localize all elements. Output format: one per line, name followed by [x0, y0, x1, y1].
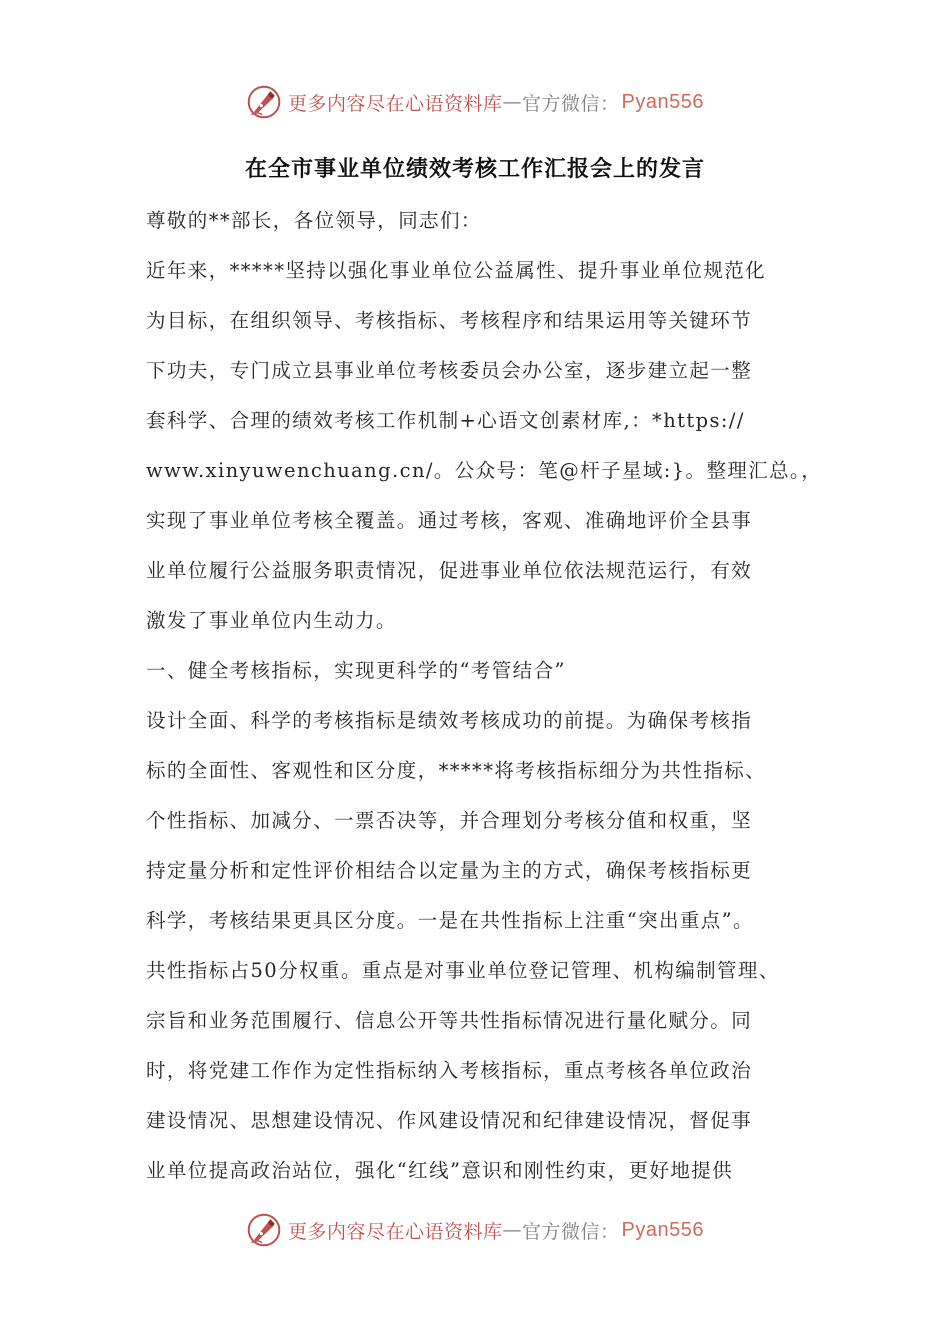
paragraph-line: 近年来，*****坚持以强化事业单位公益属性、提升事业单位规范化 [146, 259, 767, 282]
paragraph-line: 时，将党建工作作为定性指标纳入考核指标，重点考核各单位政治 [146, 1059, 753, 1082]
watermark-wechat-id: Pyan556 [621, 1218, 704, 1241]
paragraph-line: 激发了事业单位内生动力。 [146, 609, 397, 632]
paragraph-line: 设计全面、科学的考核指标是绩效考核成功的前提。为确保考核指 [146, 709, 753, 732]
watermark-official-label: 官方微信： [522, 1220, 620, 1243]
salutation-line: 尊敬的**部长，各位领导，同志们： [146, 209, 482, 232]
paragraph-line: 套科学、合理的绩效考核工作机制+心语文创素材库,：*https:// [146, 409, 745, 432]
document-body [146, 196, 826, 1196]
header-watermark [0, 80, 950, 124]
paragraph-line: 实现了事业单位考核全覆盖。通过考核，客观、准确地评价全县事 [146, 509, 753, 532]
section-heading: 一、健全考核指标，实现更科学的“考管结合” [146, 659, 566, 682]
paragraph-line: 共性指标占50分权重。重点是对事业单位登记管理、机构编制管理、 [146, 959, 780, 982]
paragraph-line: 宗旨和业务范围履行、信息公开等共性指标情况进行量化赋分。同 [146, 1009, 753, 1032]
watermark-wechat-id: Pyan556 [621, 90, 704, 113]
watermark-separator: — [502, 91, 523, 113]
pen-nib-logo-icon [246, 84, 282, 120]
watermark-official-label: 官方微信： [522, 92, 620, 115]
paragraph-line: www.xinyuwenchuang.cn/。公众号：笔@杆子星域:}。整理汇总。， [146, 459, 823, 482]
pen-nib-logo-icon [246, 1212, 282, 1248]
paragraph-line: 标的全面性、客观性和区分度，*****将考核指标细分为共性指标、 [146, 759, 767, 782]
watermark-main-text: 更多内容尽在心语资料库 [288, 1220, 503, 1243]
footer-watermark [0, 1208, 950, 1252]
paragraph-line: 业单位提高政治站位，强化“红线”意识和刚性约束，更好地提供 [146, 1159, 734, 1182]
paragraph-line: 业单位履行公益服务职责情况，促进事业单位依法规范运行，有效 [146, 559, 753, 582]
paragraph-line: 建设情况、思想建设情况、作风建设情况和纪律建设情况，督促事 [146, 1109, 753, 1132]
watermark-separator: — [502, 1219, 523, 1241]
paragraph-line: 为目标，在组织领导、考核指标、考核程序和结果运用等关键环节 [146, 309, 753, 332]
paragraph-line: 个性指标、加减分、一票否决等，并合理划分考核分值和权重，坚 [146, 809, 753, 832]
paragraph-line: 下功夫，专门成立县事业单位考核委员会办公室，逐步建立起一整 [146, 359, 753, 382]
watermark-main-text: 更多内容尽在心语资料库 [288, 92, 503, 115]
paragraph-line: 持定量分析和定性评价相结合以定量为主的方式，确保考核指标更 [146, 859, 753, 882]
document-title: 在全市事业单位绩效考核工作汇报会上的发言 [244, 157, 705, 182]
paragraph-line: 科学，考核结果更具区分度。一是在共性指标上注重“突出重点”。 [146, 909, 754, 932]
